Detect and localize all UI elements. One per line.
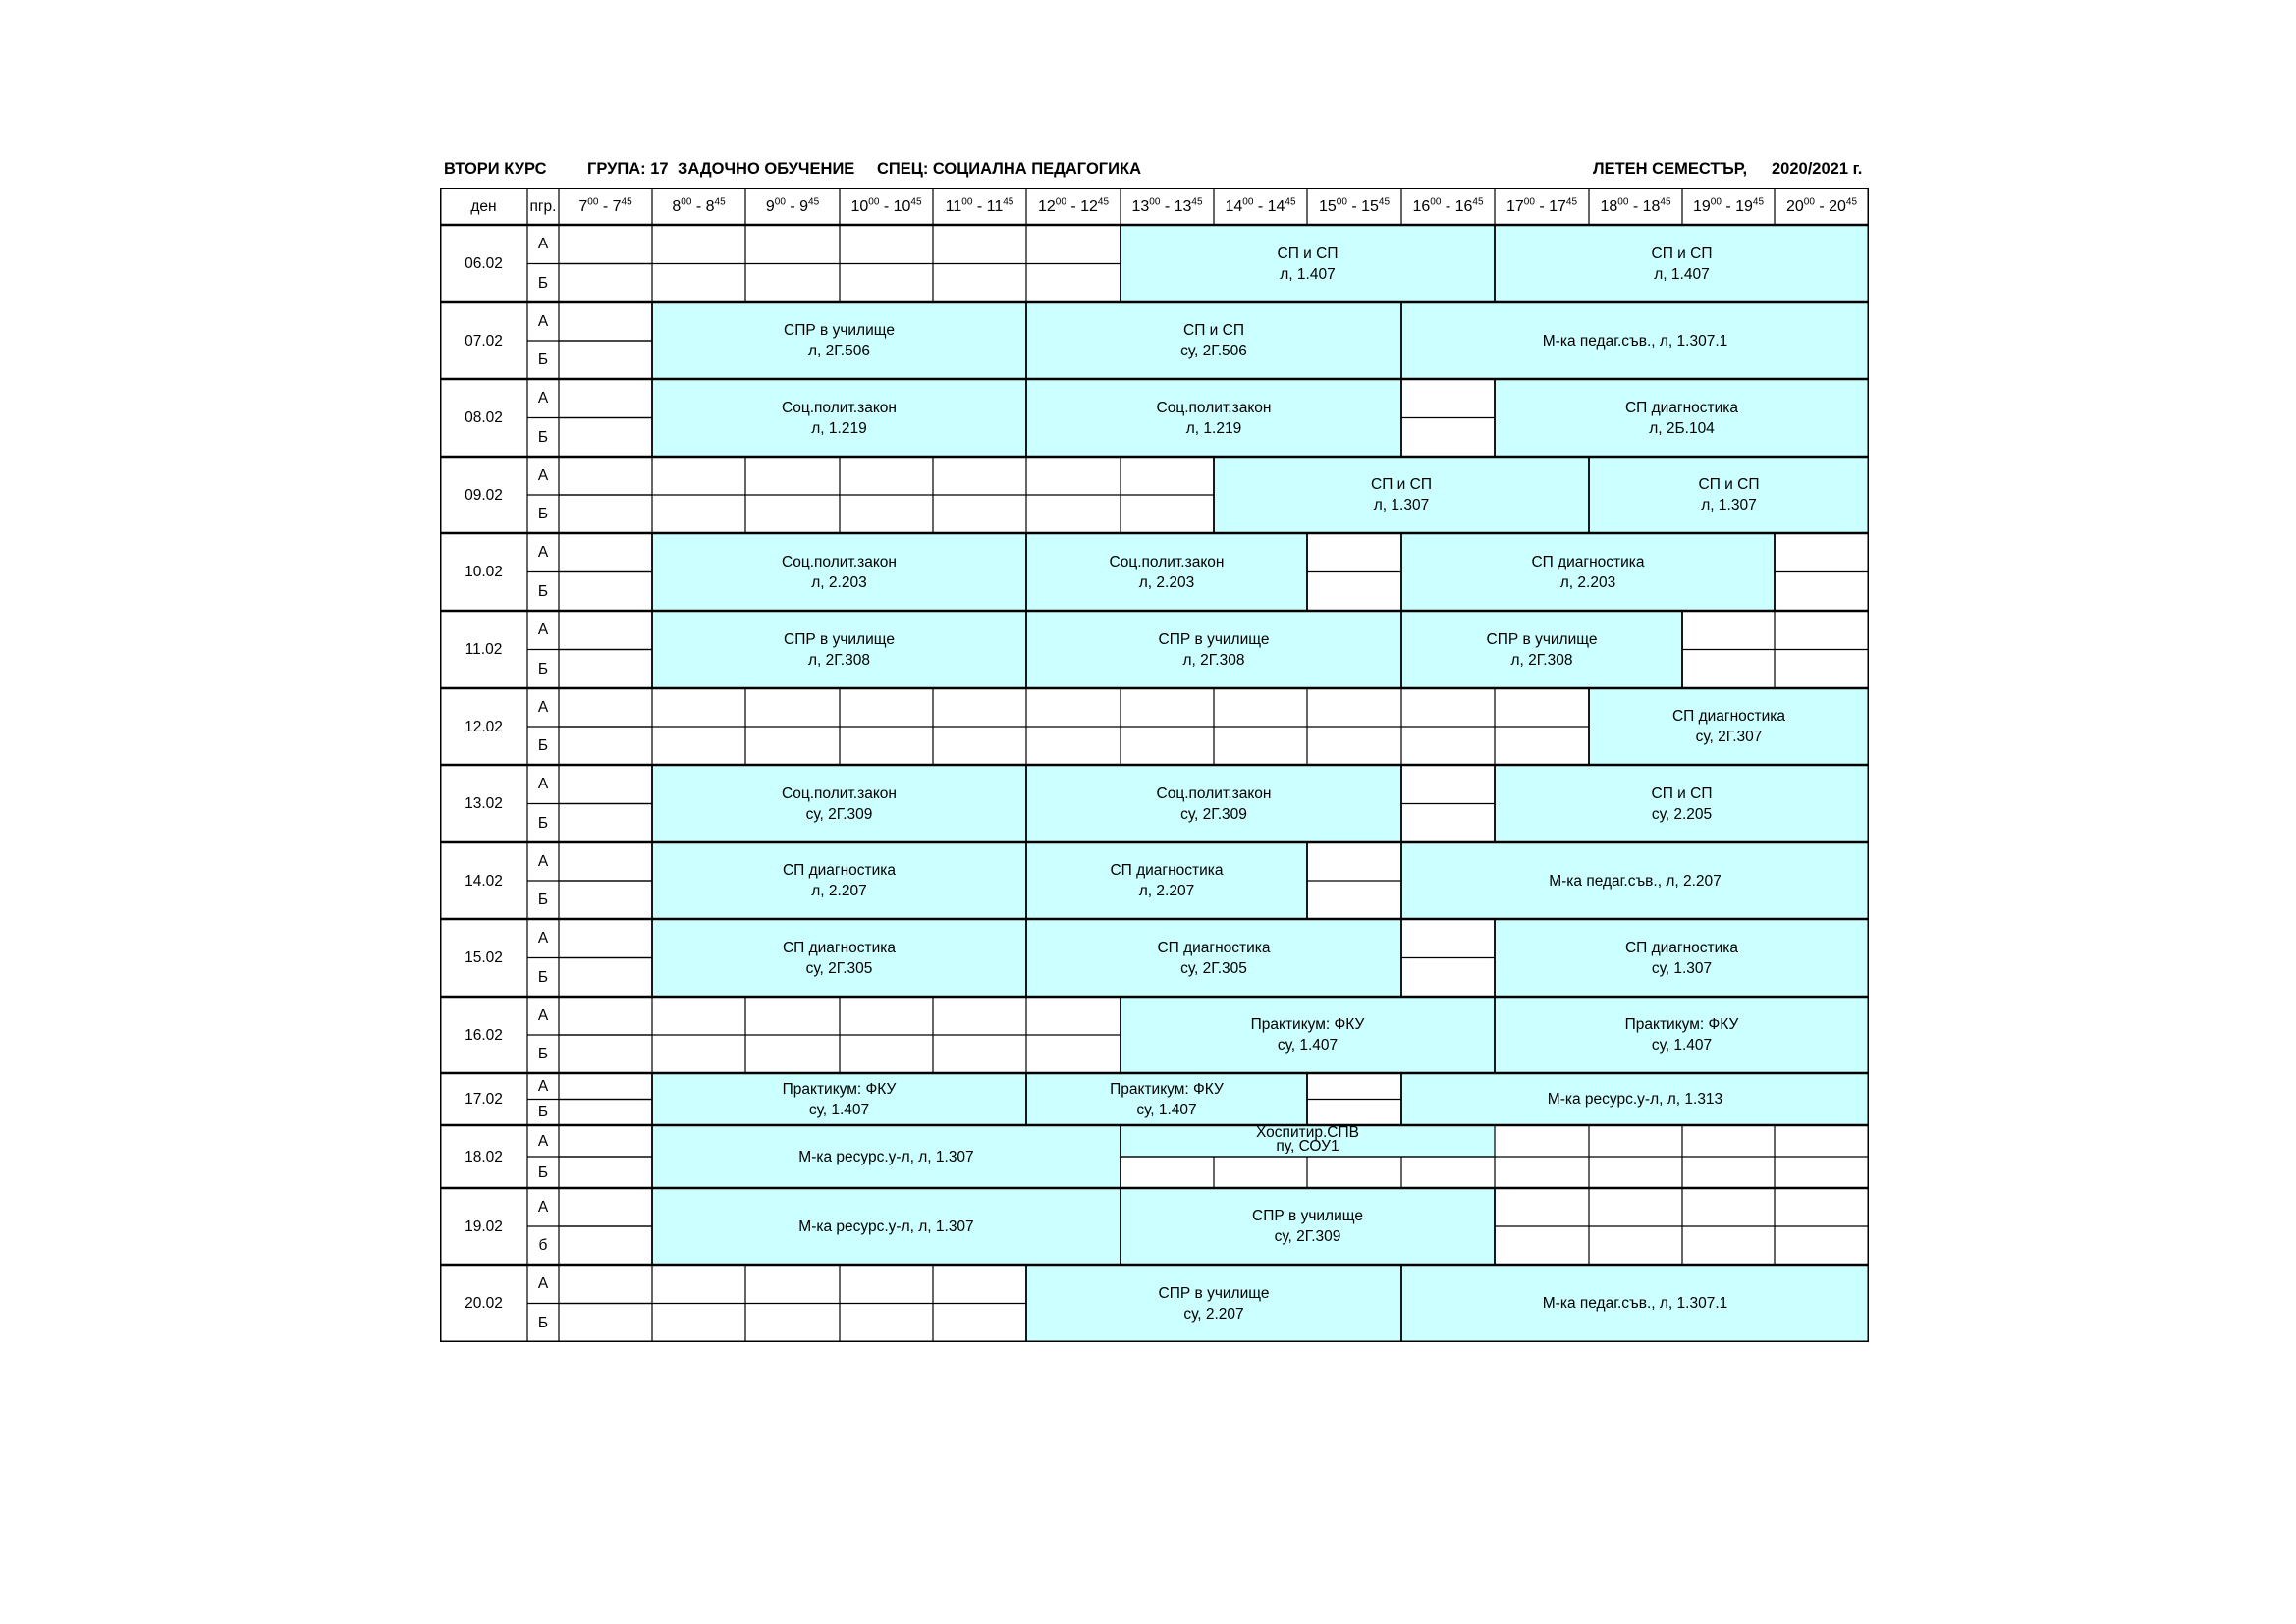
class-info-line: су, 2.207 — [1183, 1305, 1244, 1323]
class-block — [1495, 379, 1869, 457]
end-hour: 20 — [1829, 197, 1846, 215]
subgroup-label: А — [537, 236, 549, 253]
specialty-label: СПЕЦ: СОЦИАЛНА ПЕДАГОГИКА — [877, 160, 1141, 178]
class-info-line: СП диагностика — [1531, 553, 1645, 570]
class-block — [1026, 379, 1401, 457]
date-cell: 20.02 — [465, 1295, 503, 1312]
date-cell: 13.02 — [465, 795, 503, 812]
subgroup-label: Б — [537, 352, 549, 368]
class-block — [1026, 842, 1307, 919]
class-info-line: СП и СП — [1698, 476, 1760, 493]
subgroup-label: А — [537, 622, 549, 639]
class-block — [1121, 225, 1495, 302]
time-range — [1506, 196, 1577, 217]
date-cell: 19.02 — [465, 1218, 503, 1235]
start-minutes: 00 — [587, 196, 599, 208]
class-info-line: СП диагностика — [1110, 862, 1224, 879]
class-block — [652, 302, 1026, 379]
date-cell: 16.02 — [465, 1026, 503, 1044]
class-block — [1121, 1125, 1495, 1154]
subgroup-column-header: пгр. — [529, 197, 557, 215]
end-hour: 12 — [1080, 197, 1098, 215]
range-dash: - — [1441, 197, 1455, 215]
study-mode-label: ЗАДОЧНО ОБУЧЕНИЕ — [678, 160, 855, 178]
class-block — [1121, 1188, 1495, 1265]
class-block — [1401, 611, 1682, 688]
class-info-line: Соц.полит.закон — [1156, 399, 1272, 416]
start-hour: 17 — [1505, 197, 1524, 215]
class-info-line: М-ка педаг.съв., л, 1.307.1 — [1542, 332, 1728, 350]
range-dash: - — [879, 197, 894, 215]
class-info-line: л, 1.407 — [1280, 265, 1336, 283]
subgroup-label: А — [537, 853, 549, 870]
end-hour: 8 — [705, 197, 715, 215]
class-info-line: Соц.полит.закон — [782, 399, 897, 416]
class-info-line: су, 1.407 — [1651, 1037, 1713, 1054]
class-info-line: Практикум: ФКУ — [1250, 1016, 1365, 1033]
class-info-line: л, 2Б.104 — [1649, 419, 1715, 437]
class-info-line: М-ка педаг.съв., л, 1.307.1 — [1542, 1295, 1728, 1312]
class-info-line: л, 1.307 — [1373, 497, 1430, 514]
start-hour: 18 — [1600, 197, 1618, 215]
class-block — [652, 379, 1026, 457]
start-minutes: 00 — [1149, 196, 1161, 208]
range-dash: - — [598, 197, 613, 215]
subgroup-label: Б — [537, 274, 549, 292]
class-info-line: су, 1.407 — [808, 1101, 870, 1118]
start-hour: 16 — [1412, 197, 1431, 215]
class-block — [1401, 842, 1869, 919]
class-info-line: Соц.полит.закон — [782, 553, 897, 570]
end-minutes: 45 — [1378, 196, 1391, 208]
start-minutes: 00 — [1803, 196, 1815, 208]
range-dash: - — [1253, 197, 1268, 215]
date-cell: 15.02 — [465, 949, 503, 966]
subgroup-label: А — [537, 1275, 549, 1293]
start-minutes: 00 — [1336, 196, 1347, 208]
class-block — [1401, 302, 1869, 379]
time-range — [766, 196, 819, 217]
class-info-line: СПР в училище — [1486, 630, 1598, 648]
date-cell: 12.02 — [465, 718, 503, 735]
class-info-line: СП и СП — [1651, 244, 1713, 262]
class-info-line: л, 1.307 — [1701, 497, 1757, 514]
range-dash: - — [1534, 197, 1550, 215]
end-hour: 19 — [1735, 197, 1753, 215]
start-hour: 7 — [578, 197, 588, 215]
time-slot-header — [745, 188, 840, 225]
end-minutes: 45 — [1097, 196, 1110, 208]
time-slot-header — [1495, 188, 1589, 225]
end-minutes: 45 — [1285, 196, 1296, 208]
class-info-line: л, 2Г.308 — [1510, 651, 1573, 669]
class-info-line: л, 1.219 — [1185, 419, 1242, 437]
class-block — [1026, 533, 1307, 611]
subgroup-label: А — [537, 1077, 549, 1095]
class-info-line: су, 2.205 — [1651, 805, 1713, 823]
class-info-line: СП диагностика — [1157, 939, 1271, 956]
class-info-line: л, 2Г.308 — [808, 651, 870, 669]
class-info-line: су, 2Г.506 — [1180, 343, 1247, 359]
class-info-line: Соц.полит.закон — [1109, 553, 1225, 570]
time-range — [578, 196, 631, 217]
class-block — [652, 842, 1026, 919]
class-block — [652, 765, 1026, 842]
class-info-line: су, 2Г.305 — [1180, 959, 1247, 977]
time-range — [946, 196, 1014, 217]
subgroup-label: А — [537, 390, 549, 407]
date-cell: 14.02 — [465, 872, 503, 890]
academic-year-label: 2020/2021 г. — [1772, 160, 1863, 178]
class-block — [1401, 1265, 1869, 1342]
class-info-line: су, 2Г.309 — [805, 805, 873, 823]
end-hour: 14 — [1267, 197, 1285, 215]
time-slot-header — [559, 188, 652, 225]
end-minutes: 45 — [1472, 196, 1484, 208]
class-info-line: су, 1.407 — [1136, 1101, 1197, 1118]
time-range — [1038, 196, 1109, 217]
class-info-line: су, 2Г.309 — [1180, 805, 1247, 823]
subgroup-label: А — [537, 1199, 549, 1216]
end-hour: 7 — [612, 197, 622, 215]
class-block — [1214, 457, 1589, 533]
class-info-line: л, 2.203 — [1138, 573, 1195, 591]
date-cell: 07.02 — [465, 332, 503, 350]
start-minutes: 00 — [961, 196, 973, 208]
class-info-line: СП диагностика — [1624, 399, 1739, 416]
time-range — [1693, 196, 1764, 217]
class-info-line: М-ка ресурс.у-л, л, 1.313 — [1547, 1091, 1723, 1108]
class-info-line: су, 1.307 — [1651, 959, 1713, 977]
class-block — [1495, 997, 1869, 1073]
start-minutes: 00 — [1242, 196, 1254, 208]
class-block — [1401, 533, 1775, 611]
schedule-table — [440, 188, 1869, 1342]
class-info-line: су, 2Г.307 — [1695, 729, 1763, 745]
end-hour: 15 — [1361, 197, 1379, 215]
class-block — [1026, 765, 1401, 842]
subgroup-label: Б — [537, 1164, 549, 1181]
end-hour: 9 — [799, 197, 809, 215]
class-info-line: Практикум: ФКУ — [1624, 1016, 1739, 1033]
start-hour: 11 — [945, 197, 962, 215]
date-cell: 18.02 — [465, 1148, 503, 1165]
end-hour: 10 — [893, 197, 911, 215]
course-label: ВТОРИ КУРС — [444, 160, 547, 178]
class-info-line: Хоспитир.СПВ — [1256, 1125, 1359, 1142]
subgroup-label: Б — [537, 1046, 549, 1062]
time-range — [1225, 196, 1295, 217]
range-dash: - — [1346, 197, 1362, 215]
class-block — [1026, 302, 1401, 379]
class-block — [1495, 765, 1869, 842]
time-slot-header — [1589, 188, 1682, 225]
class-info-line: М-ка ресурс.у-л, л, 1.307 — [798, 1148, 974, 1165]
time-range — [1319, 196, 1390, 217]
subgroup-label: Б — [537, 892, 549, 908]
time-slot-header — [1775, 188, 1869, 225]
time-slot-header — [1682, 188, 1775, 225]
class-info-line: л, 2.203 — [1559, 573, 1616, 591]
start-minutes: 00 — [1617, 196, 1629, 208]
class-block — [652, 919, 1026, 997]
class-block — [1589, 457, 1869, 533]
range-dash: - — [972, 197, 987, 215]
subgroup-label: А — [537, 776, 549, 793]
class-info-line: СПР в училище — [1252, 1208, 1363, 1224]
time-range — [672, 196, 725, 217]
class-info-line: СП диагностика — [782, 862, 897, 879]
end-hour: 11 — [986, 197, 1004, 215]
end-minutes: 45 — [1191, 196, 1203, 208]
end-minutes: 45 — [621, 196, 632, 208]
start-hour: 9 — [765, 197, 775, 215]
end-minutes: 45 — [1845, 196, 1858, 208]
start-minutes: 00 — [868, 196, 880, 208]
start-minutes: 00 — [774, 196, 786, 208]
subgroup-label: А — [537, 544, 549, 562]
class-block — [652, 611, 1026, 688]
group-label: ГРУПА: 17 — [587, 160, 669, 178]
class-info-line: СП и СП — [1277, 244, 1339, 262]
subgroup-label: А — [537, 930, 549, 947]
class-info-line: су, 1.407 — [1277, 1037, 1339, 1054]
time-range — [1412, 196, 1483, 217]
start-minutes: 00 — [1055, 196, 1066, 208]
subgroup-label: Б — [537, 1104, 549, 1121]
time-slot-header — [1401, 188, 1495, 225]
subgroup-label: Б — [537, 814, 549, 832]
semester-label: ЛЕТЕН СЕМЕСТЪР, — [1593, 160, 1748, 178]
end-minutes: 45 — [1752, 196, 1765, 208]
class-info-line: СП и СП — [1183, 322, 1244, 339]
class-info-line: СП и СП — [1651, 785, 1713, 802]
end-hour: 18 — [1642, 197, 1661, 215]
subgroup-label: Б — [537, 968, 549, 986]
date-cell: 09.02 — [465, 486, 503, 504]
time-slot-header — [652, 188, 745, 225]
range-dash: - — [1814, 197, 1830, 215]
start-hour: 12 — [1037, 197, 1056, 215]
time-range — [1131, 196, 1202, 217]
start-hour: 14 — [1225, 197, 1243, 215]
time-slot-header — [933, 188, 1026, 225]
end-hour: 17 — [1549, 197, 1566, 215]
subgroup-label: А — [537, 1132, 549, 1150]
start-hour: 19 — [1692, 197, 1711, 215]
class-block — [1026, 1265, 1401, 1342]
subgroup-label: А — [537, 1007, 549, 1024]
range-dash: - — [1066, 197, 1081, 215]
class-info-line: Практикум: ФКУ — [1110, 1080, 1224, 1098]
subgroup-label: Б — [537, 660, 549, 677]
time-range — [1600, 196, 1670, 217]
class-block — [652, 1125, 1121, 1188]
class-block — [1589, 688, 1869, 765]
end-minutes: 45 — [1565, 196, 1578, 208]
class-info-line: СП диагностика — [782, 939, 897, 956]
start-hour: 13 — [1131, 197, 1150, 215]
class-info-line: Практикум: ФКУ — [782, 1080, 897, 1098]
time-slot-header — [1026, 188, 1121, 225]
date-cell: 11.02 — [465, 641, 503, 658]
start-minutes: 00 — [1710, 196, 1722, 208]
range-dash: - — [1721, 197, 1736, 215]
class-block — [652, 1073, 1026, 1125]
start-minutes: 00 — [681, 196, 692, 208]
class-info-line: пу, СОУ1 — [1276, 1138, 1339, 1155]
class-info-line: СП и СП — [1371, 476, 1432, 493]
subgroup-label: А — [537, 313, 549, 330]
subgroup-label: Б — [537, 506, 549, 522]
subgroup-label: А — [537, 467, 549, 484]
time-slot-header — [840, 188, 933, 225]
class-info-line: СПР в училище — [1158, 1284, 1270, 1302]
class-info-line: СПР в училище — [1158, 630, 1270, 648]
date-cell: 17.02 — [465, 1091, 503, 1108]
start-hour: 15 — [1318, 197, 1337, 215]
subgroup-label: Б — [537, 1314, 549, 1331]
end-minutes: 45 — [1003, 196, 1014, 208]
start-minutes: 00 — [1523, 196, 1535, 208]
start-hour: 20 — [1785, 197, 1804, 215]
end-minutes: 45 — [910, 196, 922, 208]
class-block — [1026, 1073, 1307, 1125]
class-block — [1495, 919, 1869, 997]
class-info-line: л, 2.207 — [1138, 883, 1195, 899]
range-dash: - — [1160, 197, 1175, 215]
class-block — [652, 1188, 1121, 1265]
day-column-header: ден — [470, 197, 497, 215]
class-info-line: л, 1.219 — [811, 419, 867, 437]
class-info-line: л, 2.207 — [811, 883, 867, 899]
class-info-line: Соц.полит.закон — [782, 785, 897, 802]
subgroup-label: Б — [537, 582, 549, 600]
class-block — [1026, 919, 1401, 997]
start-hour: 10 — [850, 197, 869, 215]
time-slot-header — [1307, 188, 1401, 225]
time-range — [1786, 196, 1857, 217]
date-cell: 10.02 — [465, 564, 503, 580]
class-info-line: М-ка ресурс.у-л, л, 1.307 — [798, 1218, 974, 1235]
class-info-line: л, 2Г.506 — [808, 343, 870, 359]
class-info-line: М-ка педаг.съв., л, 2.207 — [1549, 872, 1722, 890]
subgroup-label: б — [538, 1237, 548, 1254]
end-hour: 13 — [1174, 197, 1192, 215]
class-info-line: л, 2.203 — [811, 573, 867, 591]
class-info-line: су, 2Г.309 — [1274, 1228, 1341, 1245]
class-info-line: су, 2Г.305 — [805, 959, 873, 977]
subgroup-label: Б — [537, 737, 549, 754]
end-minutes: 45 — [1660, 196, 1671, 208]
range-dash: - — [785, 197, 800, 215]
class-block — [1121, 997, 1495, 1073]
range-dash: - — [1628, 197, 1643, 215]
class-info-line: СП диагностика — [1671, 708, 1786, 725]
date-cell: 06.02 — [465, 255, 503, 272]
end-hour: 16 — [1454, 197, 1473, 215]
start-minutes: 00 — [1430, 196, 1442, 208]
class-info-line: л, 1.407 — [1654, 265, 1710, 283]
range-dash: - — [691, 197, 706, 215]
end-minutes: 45 — [714, 196, 726, 208]
class-info-line: л, 2Г.308 — [1182, 651, 1245, 669]
time-slot-header — [1121, 188, 1214, 225]
subgroup-label: Б — [537, 428, 549, 446]
start-hour: 8 — [672, 197, 682, 215]
end-minutes: 45 — [808, 196, 820, 208]
class-info-line: СПР в училище — [784, 630, 895, 648]
date-cell: 08.02 — [465, 409, 503, 426]
class-block — [1026, 611, 1401, 688]
time-range — [850, 196, 921, 217]
class-info-line: СП диагностика — [1624, 939, 1739, 956]
class-block — [652, 533, 1026, 611]
class-block — [1495, 225, 1869, 302]
subgroup-label: А — [537, 699, 549, 716]
time-slot-header — [1214, 188, 1307, 225]
class-block — [1401, 1073, 1869, 1125]
class-info-line: СПР в училище — [784, 322, 895, 339]
class-info-line: Соц.полит.закон — [1156, 785, 1272, 802]
